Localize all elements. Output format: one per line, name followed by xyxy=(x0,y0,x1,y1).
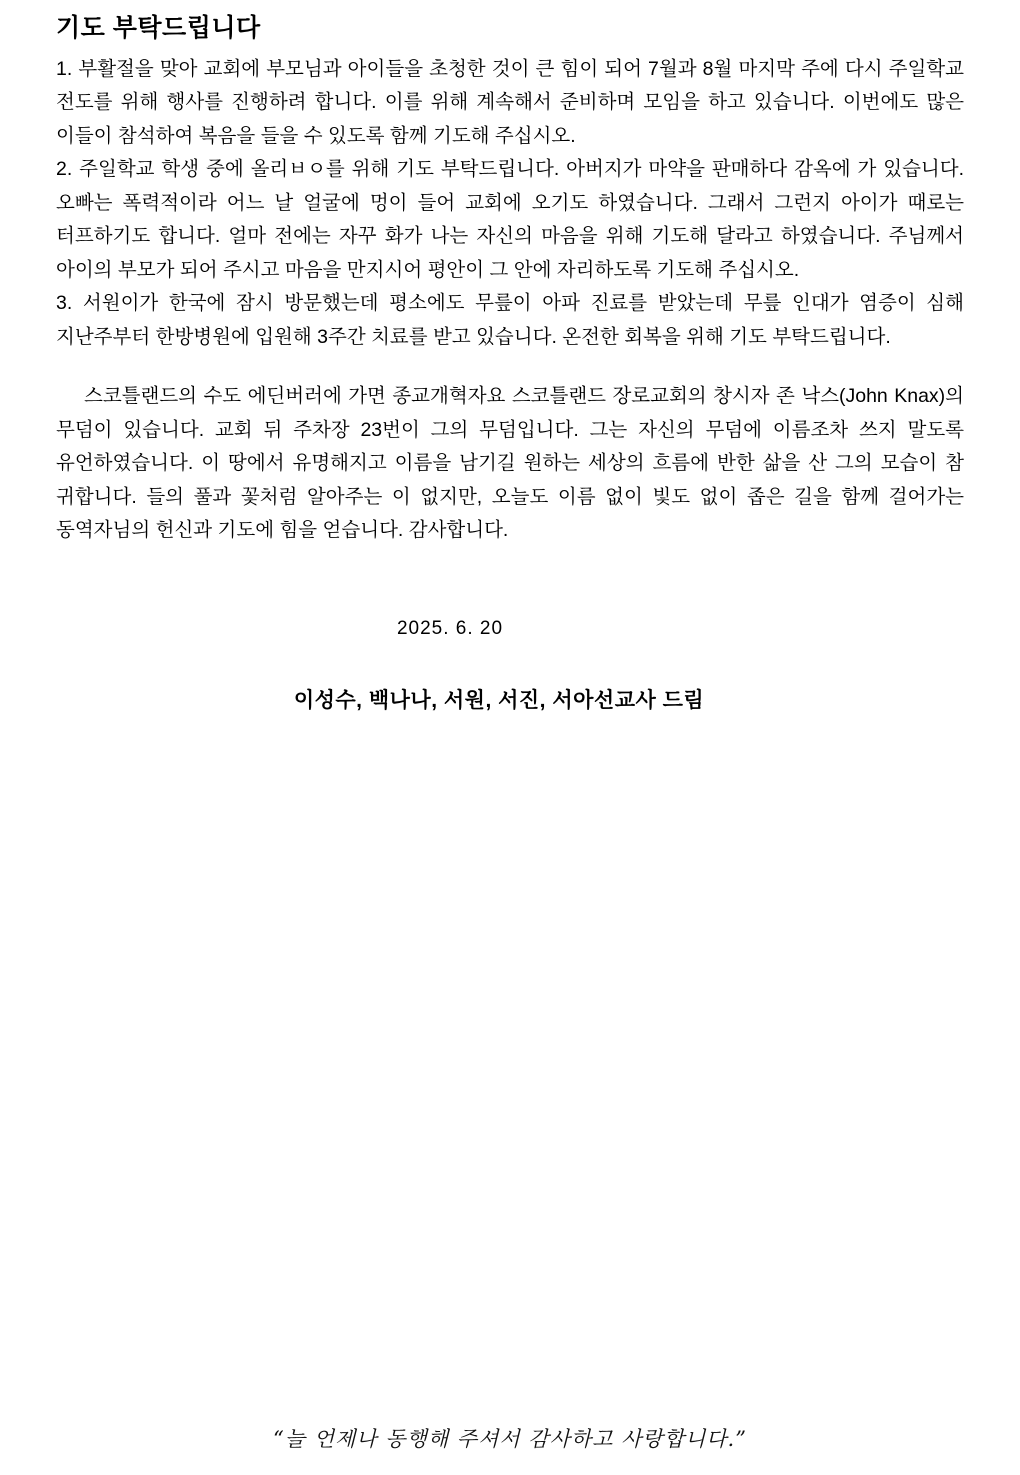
footer-note: “늘 언제나 동행해 주셔서 감사하고 사랑합니다.” xyxy=(273,1427,747,1451)
prayer-request-item-1: 1. 부활절을 맞아 교회에 부모님과 아이들을 초청한 것이 큰 힘이 되어 7월과 8월 마지막 주에 다시 주일학교 전도를 위해 행사를 진행하려 합니다. 이를 위해 계속해서 준비하며 모임을 하고 있습니다. 이번에도 많은 이들이 참석하여 복음을 들을 수 있도록 함께 기도해 주십시오. xyxy=(56,57,964,147)
prayer-request-item-3: 3. 서원이가 한국에 잠시 방문했는데 평소에도 무릎이 아파 진료를 받았는데 무릎 인대가 염증이 심해 지난주부터 한방병원에 입원해 3주간 치료를 받고 있습니다. 온전한 회복을 위해 기도 부탁드립니다. xyxy=(56,292,964,348)
paragraph-spacer xyxy=(56,354,964,380)
page-title: 기도 부탁드립니다 xyxy=(56,14,261,42)
signature-line: 이성수, 백나나, 서원, 서진, 서아선교사 드림 xyxy=(293,688,705,712)
closing-paragraph: 스코틀랜드의 수도 에딘버러에 가면 종교개혁자요 스코틀랜드 장로교회의 창시자 존 낙스(John Knax)의 무덤이 있습니다. 교회 뒤 주차장 23번이 그의 무덤입니다. 그는 자신의 무덤에 이름조차 쓰지 말도록 유언하였습니다. 이 땅에서 유명해지고 이름을 남기길 원하는 세상의 흐름에 반한 삶을 산 그의 모습이 참 귀합니다. 들의 풀과 꽃처럼 알아주는 이 없지만, 오늘도 이름 없이 빛도 없이 좁은 길을 함께 걸어가는 동역자님의 헌신과 기도에 힘을 얻습니다. 감사합니다. xyxy=(56,385,964,542)
prayer-request-item-2: 2. 주일학교 학생 중에 올리ㅂㅇ를 위해 기도 부탁드립니다. 아버지가 마약을 판매하다 감옥에 가 있습니다. 오빠는 폭력적이라 어느 날 얼굴에 멍이 들어 교회에 오기도 하였습니다. 그래서 그런지 아이가 때로는 터프하기도 합니다. 얼마 전에는 자꾸 화가 나는 자신의 마음을 위해 기도해 달라고 하였습니다. 주님께서 아이의 부모가 되어 주시고 마음을 만지시어 평안이 그 안에 자리하도록 기도해 주십시오. xyxy=(56,158,964,281)
date-line: 2025. 6. 20 xyxy=(396,617,504,639)
